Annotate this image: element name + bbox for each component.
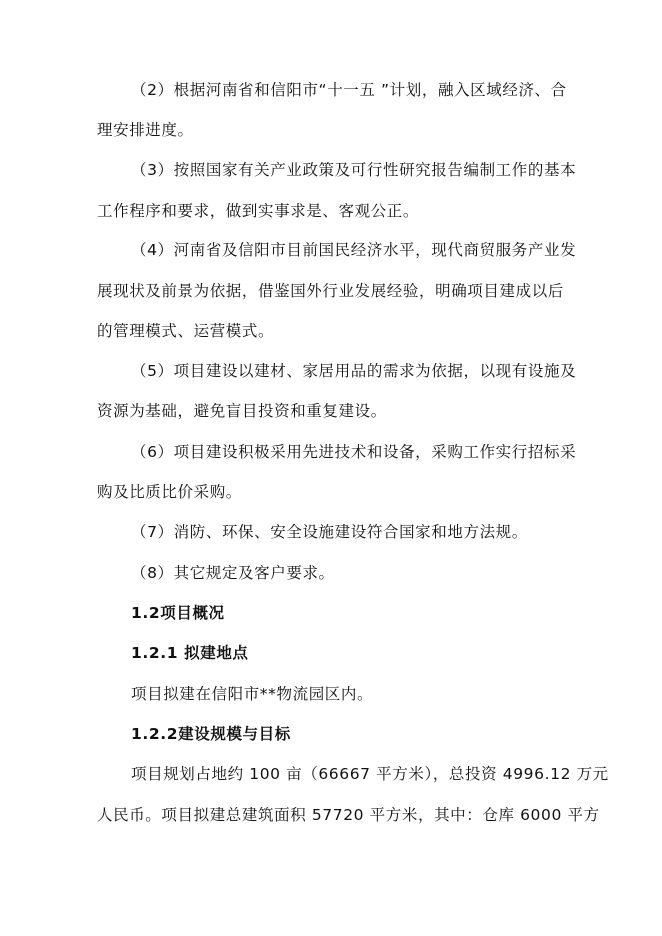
principle-4-line-3: 的管理模式、运营模式。 xyxy=(97,322,275,340)
principle-4-line-2: 展现状及前景为依据，借鉴国外行业发展经验，明确项目建成以后 xyxy=(97,282,564,300)
principle-6-line-1: （6）项目建设积极采用先进技术和设备，采购工作实行招标采 xyxy=(131,443,577,461)
subsection-heading-scale: 1.2.2建设规模与目标 xyxy=(131,725,291,743)
scale-body-line-1: 项目规划占地约 100 亩（66667 平方米），总投资 4996.12 万元 xyxy=(131,765,609,783)
subsection-heading-location: 1.2.1 拟建地点 xyxy=(131,644,249,662)
location-body: 项目拟建在信阳市**物流园区内。 xyxy=(131,685,374,703)
principle-3-line-1: （3）按照国家有关产业政策及可行性研究报告编制工作的基本 xyxy=(131,161,577,179)
principle-7-line-1: （7）消防、环保、安全设施建设符合国家和地方法规。 xyxy=(131,523,528,541)
principle-5-line-2: 资源为基础，避免盲目投资和重复建设。 xyxy=(97,402,387,420)
scale-body-line-2: 人民币。项目拟建总建筑面积 57720 平方米，其中：仓库 6000 平方 xyxy=(97,806,600,824)
principle-3-line-2: 工作程序和要求，做到实事求是、客观公正。 xyxy=(97,202,420,220)
principle-2-line-2: 理安排进度。 xyxy=(97,121,194,139)
principle-4-line-1: （4）河南省及信阳市目前国民经济水平，现代商贸服务产业发 xyxy=(131,241,577,259)
principle-6-line-2: 购及比质比价采购。 xyxy=(97,483,242,501)
section-heading-project-overview: 1.2项目概况 xyxy=(131,604,225,622)
principle-2-line-1: （2）根据河南省和信阳市“十一五 ”计划，融入区域经济、合 xyxy=(131,81,567,99)
principle-5-line-1: （5）项目建设以建材、家居用品的需求为依据，以现有设施及 xyxy=(131,362,577,380)
principle-8-line-1: （8）其它规定及客户要求。 xyxy=(131,564,335,582)
